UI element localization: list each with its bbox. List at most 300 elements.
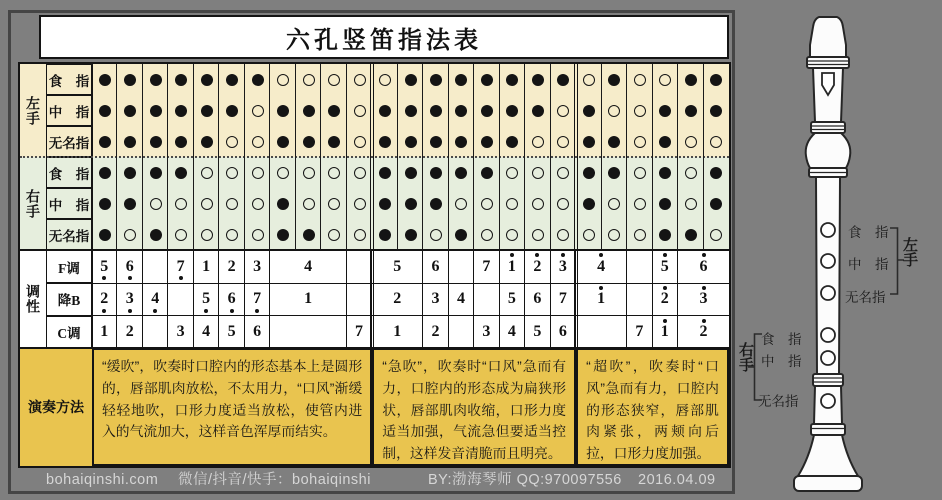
fingering-dot-open xyxy=(277,74,289,86)
key-number: 4 xyxy=(597,257,606,275)
column-line xyxy=(524,64,525,250)
fingering-dot-open xyxy=(583,229,595,241)
key-number: 2 xyxy=(393,290,402,308)
fingering-table xyxy=(18,62,731,468)
key-number: 4 xyxy=(202,322,211,340)
octave-dot-low xyxy=(102,309,106,313)
column-line xyxy=(244,64,245,250)
fingering-dot-open xyxy=(608,198,620,210)
fingering-dot-open xyxy=(303,167,315,179)
fingering-dot-closed xyxy=(506,136,518,148)
key-cell xyxy=(372,250,423,283)
fingering-dot-closed xyxy=(252,74,264,86)
fingering-dot-open xyxy=(252,198,264,210)
key-number: 2 xyxy=(660,290,669,308)
fingering-dot-open xyxy=(557,136,569,148)
octave-dot-low xyxy=(255,309,259,313)
key-cell xyxy=(500,316,525,349)
key-number: 4 xyxy=(304,257,313,275)
fingering-dot-closed xyxy=(455,105,467,117)
fingering-dot-closed xyxy=(201,74,213,86)
recorder-joint-ring xyxy=(811,122,845,133)
key-cell xyxy=(678,316,729,349)
key-cell xyxy=(92,283,117,316)
key-number: 3 xyxy=(125,290,134,308)
fingering-dot-open xyxy=(328,74,340,86)
key-cell xyxy=(92,316,117,349)
fingering-dot-open xyxy=(303,74,315,86)
key-number: 5 xyxy=(100,257,109,275)
footer-site: bohaiqinshi.com xyxy=(46,472,159,488)
fingering-dot-open xyxy=(226,229,238,241)
key-number: 2 xyxy=(699,322,708,340)
key-cell xyxy=(678,283,729,316)
method-huanchui-text: “缓吹”，吹奏时口腔内的形态基本上是圆形的，唇部肌肉放松，不太用力，“口风”渐缓轻轻地吹，口形力度适当放松，使管内进入的气流加大，这样音色浑厚而结实。 xyxy=(92,348,372,466)
recorder-body xyxy=(816,177,840,374)
fingering-dot-closed xyxy=(175,105,187,117)
fingering-dot-open xyxy=(354,167,366,179)
fingering-dot-closed xyxy=(405,74,417,86)
fingering-dot-open xyxy=(634,229,646,241)
footer-author: BY:渤海琴师 QQ:970097556 xyxy=(428,472,622,488)
fingering-dot-open xyxy=(226,136,238,148)
column-line xyxy=(397,64,398,250)
fingering-dot-open xyxy=(226,198,238,210)
key-cell xyxy=(576,283,627,316)
key-number: 7 xyxy=(253,290,262,308)
fingering-dot-closed xyxy=(379,229,391,241)
key-number: 7 xyxy=(482,257,491,275)
key-cell xyxy=(347,316,372,349)
fingering-dot-closed xyxy=(455,136,467,148)
fingering-dot-open xyxy=(328,229,340,241)
fingering-dot-open xyxy=(659,74,671,86)
key-f-label: F调 xyxy=(46,250,92,283)
key-number: 5 xyxy=(227,322,236,340)
fingering-dot-closed xyxy=(99,136,111,148)
column-line xyxy=(677,64,678,250)
recorder-barrel xyxy=(806,133,851,168)
key-number: 7 xyxy=(635,322,644,340)
fingering-dot-closed xyxy=(506,74,518,86)
key-number: 5 xyxy=(660,257,669,275)
fingering-dot-closed xyxy=(608,136,620,148)
fingering-dot-closed xyxy=(532,105,544,117)
fingering-dot-closed xyxy=(277,198,289,210)
key-cell xyxy=(525,316,550,349)
octave-dot-high xyxy=(702,319,706,323)
key-number: 6 xyxy=(558,322,567,340)
fingering-dot-closed xyxy=(303,136,315,148)
fingering-dot-open xyxy=(226,167,238,179)
fingering-dot-closed xyxy=(405,136,417,148)
fingering-dot-closed xyxy=(150,167,162,179)
key-cell xyxy=(117,250,142,283)
fingering-dot-closed xyxy=(303,105,315,117)
key-cell xyxy=(678,250,729,283)
fingering-dot-closed xyxy=(685,74,697,86)
key-cell xyxy=(551,283,576,316)
fingering-dot-open xyxy=(634,74,646,86)
fingering-dot-open xyxy=(201,198,213,210)
key-cell xyxy=(449,316,474,349)
fingering-dot-closed xyxy=(481,167,493,179)
column-line xyxy=(116,64,117,250)
fingering-dot-closed xyxy=(124,167,136,179)
key-number: 3 xyxy=(431,290,440,308)
fingering-dot-closed xyxy=(150,136,162,148)
column-line xyxy=(473,64,474,250)
fingering-dot-open xyxy=(557,198,569,210)
key-cell xyxy=(474,316,499,349)
fingering-dot-open xyxy=(506,167,518,179)
hole-5 xyxy=(821,351,835,365)
key-number: 1 xyxy=(393,322,402,340)
octave-dot-high xyxy=(702,253,706,257)
fingering-dot-open xyxy=(379,74,391,86)
key-cell xyxy=(423,316,448,349)
key-cell xyxy=(474,283,499,316)
key-section-label: 调性 xyxy=(25,284,41,314)
key-cell xyxy=(219,250,244,283)
fingering-dot-closed xyxy=(710,74,722,86)
right-hand-label: 右手 xyxy=(25,188,41,219)
fingering-dot-closed xyxy=(175,74,187,86)
fingering-dot-closed xyxy=(405,105,417,117)
fingering-dot-open xyxy=(532,136,544,148)
fingering-dot-closed xyxy=(150,229,162,241)
fingering-dot-open xyxy=(354,198,366,210)
fingering-dot-closed xyxy=(405,167,417,179)
fingering-dot-closed xyxy=(379,136,391,148)
key-number: 5 xyxy=(507,290,516,308)
column-line xyxy=(346,64,347,250)
key-cell xyxy=(219,316,244,349)
fingering-dot-open xyxy=(583,74,595,86)
fingering-dot-closed xyxy=(277,136,289,148)
fingering-dot-open xyxy=(685,198,697,210)
fingering-dot-closed xyxy=(277,229,289,241)
fingering-dot-open xyxy=(557,105,569,117)
hole-1 xyxy=(821,223,835,237)
column-line xyxy=(550,64,551,250)
fingering-dot-closed xyxy=(455,229,467,241)
key-cell xyxy=(143,250,168,283)
fingering-dot-closed xyxy=(583,198,595,210)
fingering-dot-closed xyxy=(710,198,722,210)
key-number: 2 xyxy=(100,290,109,308)
fingering-dot-open xyxy=(354,136,366,148)
fingering-dot-open xyxy=(557,229,569,241)
fingering-dot-open xyxy=(201,229,213,241)
fingering-dot-open xyxy=(634,167,646,179)
key-number: 4 xyxy=(456,290,465,308)
fingering-dot-open xyxy=(175,229,187,241)
recorder-right-hand-label: 右手 xyxy=(737,342,754,372)
fingering-dot-open xyxy=(328,167,340,179)
key-number: 1 xyxy=(507,257,516,275)
fingering-dot-closed xyxy=(379,105,391,117)
fingering-dot-closed xyxy=(175,167,187,179)
column-line xyxy=(422,64,423,250)
recorder-beak xyxy=(810,17,846,57)
octave-dot-high xyxy=(663,319,667,323)
recorder-foot-ring xyxy=(811,424,845,435)
fingering-dot-closed xyxy=(710,167,722,179)
hole-3 xyxy=(821,286,835,300)
fingering-dot-closed xyxy=(583,167,595,179)
fingering-dot-open xyxy=(354,105,366,117)
fingering-dot-open xyxy=(634,198,646,210)
recorder-foot-joint xyxy=(813,374,843,386)
key-number: 2 xyxy=(533,257,542,275)
fingering-dot-closed xyxy=(201,105,213,117)
key-cell xyxy=(449,250,474,283)
fingering-dot-closed xyxy=(175,136,187,148)
fingering-dot-closed xyxy=(659,105,671,117)
key-bb-label: 降B xyxy=(46,283,92,316)
fingering-dot-open xyxy=(303,198,315,210)
fingering-dot-open xyxy=(608,105,620,117)
fingering-dot-closed xyxy=(405,198,417,210)
octave-dot-low xyxy=(153,309,157,313)
column-line xyxy=(269,64,270,250)
fingering-dot-open xyxy=(481,229,493,241)
fingering-dot-closed xyxy=(328,105,340,117)
key-number: 1 xyxy=(304,290,313,308)
key-cell xyxy=(627,250,652,283)
key-cell xyxy=(500,250,525,283)
fingering-dot-closed xyxy=(303,229,315,241)
method-chaochui-text: “超吹”，吹奏时“口风”急而有力，口腔内的形态狭窄，唇部肌肉紧张，两颊向后拉，口形力度加强。 xyxy=(576,348,729,466)
key-cell xyxy=(245,283,270,316)
column-line xyxy=(626,64,627,250)
fingering-dot-open xyxy=(430,229,442,241)
fingering-dot-open xyxy=(506,198,518,210)
fingering-dot-open xyxy=(608,229,620,241)
fingering-dot-closed xyxy=(124,136,136,148)
hole-2 xyxy=(821,254,835,268)
fingering-dot-open xyxy=(685,136,697,148)
fingering-dot-open xyxy=(150,198,162,210)
key-number: 6 xyxy=(699,257,708,275)
key-number: 1 xyxy=(100,322,109,340)
recorder-right-index-label: 食 指 xyxy=(761,332,802,347)
key-cell xyxy=(627,283,652,316)
fingering-dot-closed xyxy=(583,105,595,117)
hole-4 xyxy=(821,328,835,342)
hole-6 xyxy=(821,394,835,408)
key-cell xyxy=(168,316,193,349)
fingering-dot-open xyxy=(532,229,544,241)
key-number: 1 xyxy=(597,290,606,308)
fingering-dot-closed xyxy=(430,167,442,179)
fingering-dot-closed xyxy=(608,74,620,86)
key-number: 1 xyxy=(660,322,669,340)
key-number: 7 xyxy=(558,290,567,308)
key-number: 3 xyxy=(253,257,262,275)
fingering-dot-open xyxy=(354,74,366,86)
fingering-dot-open xyxy=(354,229,366,241)
fingering-dot-open xyxy=(277,167,289,179)
fingering-dot-closed xyxy=(379,198,391,210)
key-cell xyxy=(372,316,423,349)
key-cell xyxy=(449,283,474,316)
method-section-label: 演奏方法 xyxy=(20,348,92,466)
octave-dot-high xyxy=(702,286,706,290)
fingering-dot-closed xyxy=(608,167,620,179)
key-cell xyxy=(347,250,372,283)
key-number: 2 xyxy=(431,322,440,340)
key-cell xyxy=(423,283,448,316)
recorder-bell xyxy=(798,435,858,476)
fingering-dot-closed xyxy=(99,229,111,241)
fingering-dot-open xyxy=(124,229,136,241)
octave-dot-low xyxy=(128,309,132,313)
left-index-label: 食 指 xyxy=(46,64,92,95)
key-cell xyxy=(551,316,576,349)
fingering-dot-closed xyxy=(481,105,493,117)
fingering-dot-closed xyxy=(99,105,111,117)
fingering-dot-closed xyxy=(99,198,111,210)
octave-dot-high xyxy=(561,253,565,257)
right-middle-label: 中 指 xyxy=(46,188,92,219)
fingering-dot-closed xyxy=(506,105,518,117)
key-cell xyxy=(500,283,525,316)
key-number: 7 xyxy=(355,322,364,340)
fingering-dot-closed xyxy=(150,105,162,117)
fingering-dot-closed xyxy=(659,229,671,241)
fingering-dot-closed xyxy=(379,167,391,179)
key-number: 3 xyxy=(482,322,491,340)
left-ring-label: 无名指 xyxy=(46,126,92,157)
fingering-dot-closed xyxy=(685,229,697,241)
key-number: 2 xyxy=(125,322,134,340)
key-cell xyxy=(576,250,627,283)
key-number: 6 xyxy=(533,290,542,308)
fingering-dot-open xyxy=(481,198,493,210)
key-number: 4 xyxy=(507,322,516,340)
fingering-dot-open xyxy=(634,105,646,117)
key-cell xyxy=(653,283,678,316)
chart-title-box xyxy=(39,15,729,59)
fingering-dot-open xyxy=(710,229,722,241)
left-middle-label: 中 指 xyxy=(46,95,92,126)
key-cell xyxy=(270,250,346,283)
octave-dot-high xyxy=(510,253,514,257)
chart-title: 六孔竖笛指法表 xyxy=(286,27,482,54)
key-cell xyxy=(653,250,678,283)
column-line xyxy=(652,64,653,250)
right-index-label: 食 指 xyxy=(46,157,92,188)
column-line xyxy=(193,64,194,250)
right-ring-label: 无名指 xyxy=(46,219,92,250)
octave-dot-low xyxy=(204,309,208,313)
key-number: 5 xyxy=(533,322,542,340)
fingering-dot-closed xyxy=(124,74,136,86)
key-cell xyxy=(474,250,499,283)
fingering-dot-closed xyxy=(124,198,136,210)
fingering-dot-closed xyxy=(328,136,340,148)
fingering-dot-closed xyxy=(277,105,289,117)
fingering-dot-closed xyxy=(455,74,467,86)
fingering-dot-open xyxy=(455,198,467,210)
fingering-dot-closed xyxy=(659,198,671,210)
octave-dot-low xyxy=(128,276,132,280)
key-number: 6 xyxy=(253,322,262,340)
fingering-dot-open xyxy=(328,198,340,210)
key-cell xyxy=(194,250,219,283)
recorder-base xyxy=(794,476,862,491)
key-c-label: C调 xyxy=(46,316,92,349)
footer-social: 微信/抖音/快手：bohaiqinshi xyxy=(178,472,371,488)
fingering-dot-closed xyxy=(124,105,136,117)
key-cell xyxy=(92,250,117,283)
key-number: 3 xyxy=(558,257,567,275)
key-number: 6 xyxy=(227,290,236,308)
key-cell xyxy=(168,283,193,316)
fingering-dot-open xyxy=(532,198,544,210)
key-cell xyxy=(347,283,372,316)
key-cell xyxy=(143,283,168,316)
fingering-dot-closed xyxy=(481,74,493,86)
key-cell xyxy=(627,316,652,349)
key-cell xyxy=(219,283,244,316)
fingering-dot-closed xyxy=(430,105,442,117)
key-cell xyxy=(117,316,142,349)
column-line xyxy=(601,64,602,250)
fingering-dot-closed xyxy=(226,74,238,86)
octave-dot-low xyxy=(230,309,234,313)
key-cell xyxy=(372,283,423,316)
key-cell xyxy=(525,283,550,316)
octave-dot-high xyxy=(663,286,667,290)
recorder-right-ring-label: 无名指 xyxy=(758,394,799,409)
key-cell xyxy=(117,283,142,316)
recorder-left-middle-label: 中 指 xyxy=(848,257,889,272)
fingering-dot-open xyxy=(175,198,187,210)
key-cell xyxy=(525,250,550,283)
fingering-dot-open xyxy=(506,229,518,241)
fingering-dot-closed xyxy=(405,229,417,241)
key-number: 5 xyxy=(393,257,402,275)
key-number: 4 xyxy=(151,290,160,308)
key-cell xyxy=(143,316,168,349)
fingering-dot-open xyxy=(685,167,697,179)
fingering-dot-closed xyxy=(710,105,722,117)
recorder-left-index-label: 食 指 xyxy=(848,225,889,240)
key-cell xyxy=(270,283,346,316)
key-cell xyxy=(551,250,576,283)
fingering-dot-closed xyxy=(430,198,442,210)
fingering-dot-closed xyxy=(430,136,442,148)
fingering-dot-open xyxy=(557,167,569,179)
octave-dot-low xyxy=(179,276,183,280)
fingering-dot-open xyxy=(252,136,264,148)
key-cell xyxy=(194,283,219,316)
method-jichui-text: “急吹”，吹奏时“口风”急而有力，口腔内的形态成为扁狭形状，唇部肌肉收缩，口形力度适当加强，气流急但要适当控制，这样发音清脆而且明亮。 xyxy=(372,348,576,466)
fingering-dot-closed xyxy=(201,136,213,148)
key-cell xyxy=(245,250,270,283)
octave-dot-high xyxy=(663,253,667,257)
fingering-dot-open xyxy=(252,229,264,241)
fingering-dot-closed xyxy=(532,74,544,86)
fingering-dot-closed xyxy=(99,74,111,86)
key-cell xyxy=(576,316,627,349)
footer-date: 2016.04.09 xyxy=(638,472,716,488)
fingering-dot-closed xyxy=(99,167,111,179)
fingering-dot-closed xyxy=(659,167,671,179)
